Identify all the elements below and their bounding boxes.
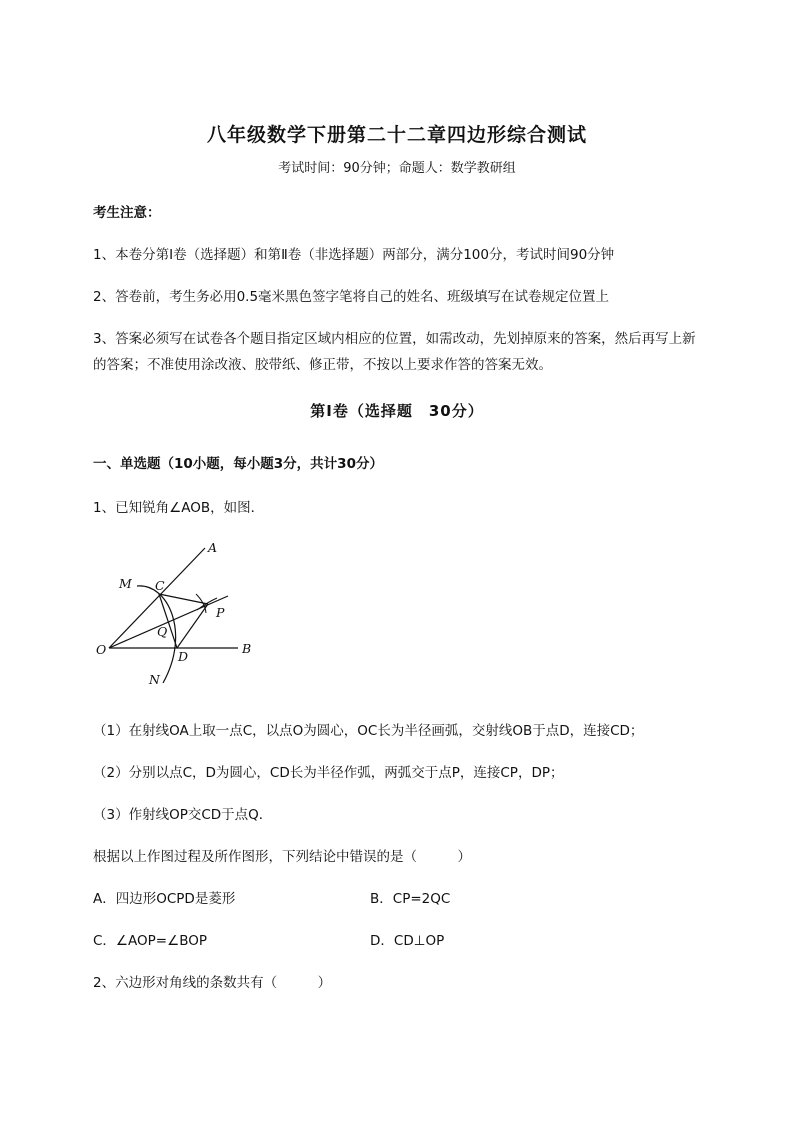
notice-item-3-continued: 的答案；不准使用涂改液、胶带纸、修正带，不按以上要求作答的答案无效。 — [93, 357, 552, 373]
label-d: D — [178, 649, 189, 664]
exam-info: 考试时间：90分钟；命题人：数学教研组 — [278, 161, 516, 176]
label-c: C — [155, 578, 165, 593]
label-n: N — [149, 672, 160, 687]
notice-item-3: 3、答案必须写在试卷各个题目指定区域内相应的位置，如需改动，先划掉原来的答案，然后再写上新 — [93, 331, 696, 347]
option-b: B．CP=2QC — [370, 891, 451, 907]
notice-item-1: 1、本卷分第I卷（选择题）和第Ⅱ卷（非选择题）两部分，满分100分，考试时间90分钟 — [93, 247, 615, 263]
question-1-stem: 1、已知锐角∠AOB，如图． — [93, 500, 265, 516]
question-1-step-2: （2）分别以点C，D为圆心，CD长为半径作弧，两弧交于点P，连接CP，DP； — [93, 765, 564, 781]
question-1-step-3: （3）作射线OP交CD于点Q． — [93, 807, 273, 823]
label-b: B — [242, 641, 252, 656]
question-1-prompt: 根据以上作图过程及所作图形，下列结论中错误的是（ ） — [93, 849, 471, 865]
page-title: 八年级数学下册第二十二章四边形综合测试 — [206, 124, 587, 146]
label-m: M — [119, 576, 132, 591]
geometry-figure — [93, 538, 273, 688]
option-a: A．四边形OCPD是菱形 — [93, 891, 236, 907]
label-q: Q — [157, 624, 168, 639]
label-o: O — [96, 642, 107, 657]
option-d: D．CD⊥OP — [370, 933, 445, 949]
label-p: P — [216, 605, 225, 620]
notice-heading: 考生注意： — [93, 205, 161, 221]
segment-dp — [177, 604, 208, 648]
label-a: A — [208, 540, 218, 555]
section-subtitle: 一、单选题（10小题，每小题3分，共计30分） — [93, 456, 383, 472]
option-c: C．∠AOP=∠BOP — [93, 933, 207, 949]
notice-item-2: 2、答卷前，考生务必用0.5毫米黑色签字笔将自己的姓名、班级填写在试卷规定位置上 — [93, 289, 610, 305]
question-1-step-1: （1）在射线OA上取一点C，以点O为圆心，OC长为半径画弧，交射线OB于点D，连接CD； — [93, 723, 644, 739]
section-title: 第I卷（选择题 30分） — [310, 402, 484, 420]
question-2-stem: 2、六边形对角线的条数共有（ ） — [93, 975, 332, 991]
